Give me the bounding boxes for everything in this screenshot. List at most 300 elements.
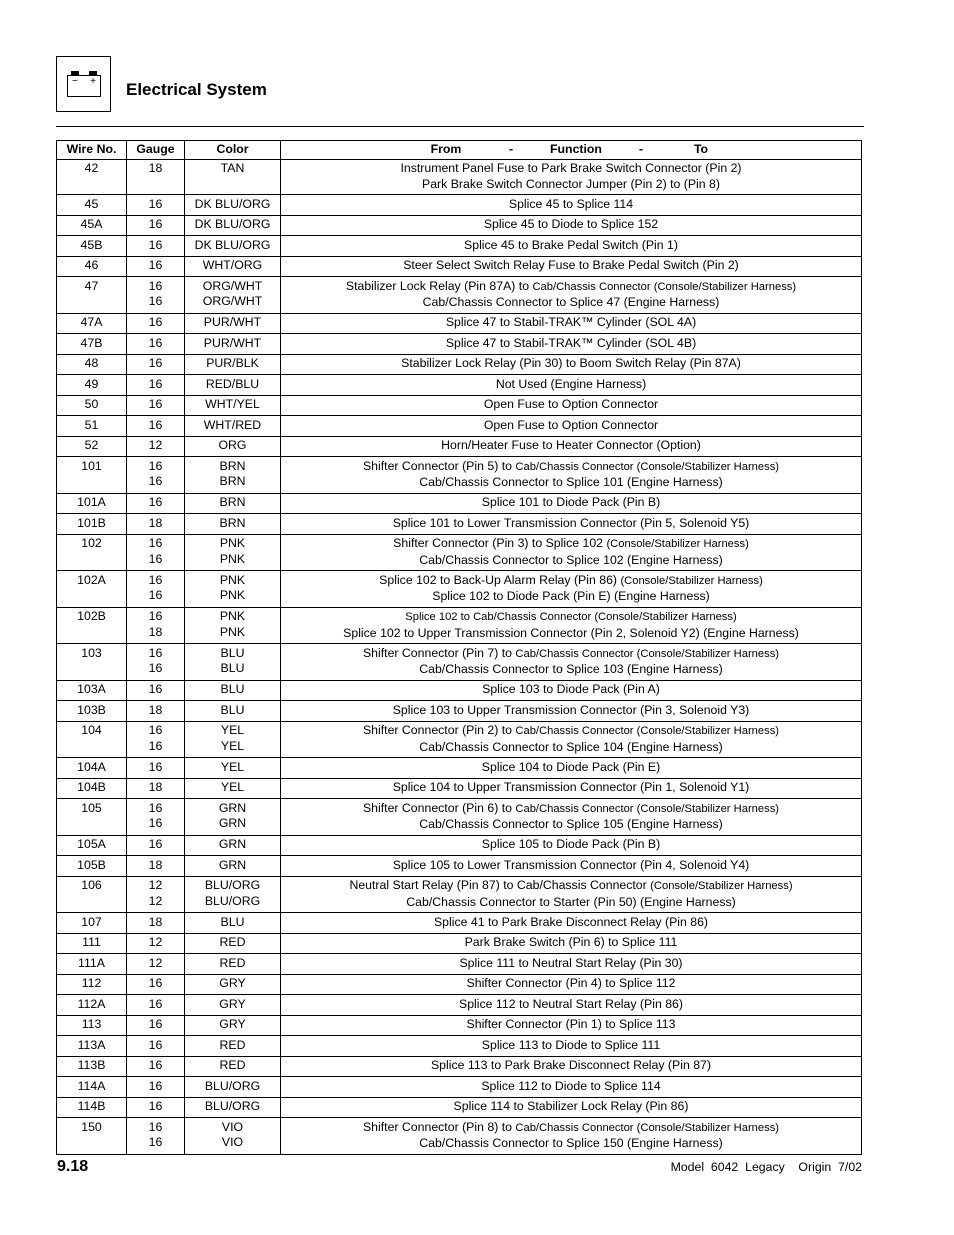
function-text: Cab/Chassis Connector to Starter (Pin 50) (Engine Harness) [406, 894, 736, 909]
cell-function [281, 1077, 862, 1098]
cell-color [185, 534, 281, 571]
gauge-value: 16 [148, 551, 163, 566]
gauge-value: 16 [148, 682, 163, 696]
color-value: BLU [220, 661, 245, 675]
cell-gauge [127, 933, 185, 954]
color-value: VIO [221, 1119, 244, 1134]
cell-color [185, 195, 281, 216]
table-row [57, 1056, 862, 1077]
gauge-value: 12 [148, 878, 163, 892]
table-row [57, 701, 862, 722]
cell-function [281, 1118, 862, 1155]
wire-number: 113A [77, 1037, 106, 1052]
function-text: Open Fuse to Option Connector [483, 397, 659, 411]
header-from: From [430, 142, 462, 156]
function-text: Cab/Chassis Connector to Splice 102 (Engine Harness) [419, 552, 723, 567]
wire-number: 112 [81, 976, 102, 990]
cell-gauge [127, 514, 185, 535]
function-text: Splice 45 to Splice 114 [508, 196, 634, 211]
table-row [57, 835, 862, 856]
cell-gauge [127, 416, 185, 437]
gauge-value: 16 [148, 996, 163, 1011]
gauge-value: 16 [148, 397, 163, 411]
function-text: Shifter Connector (Pin 2) to [362, 723, 516, 737]
cell-gauge [127, 778, 185, 799]
cell-function [281, 436, 862, 457]
color-value: BRN [219, 458, 246, 473]
cell-wire-no [57, 571, 127, 608]
cell-function [281, 416, 862, 437]
cell-wire-no [57, 457, 127, 494]
cell-wire-no [57, 493, 127, 514]
gauge-value: 16 [148, 1017, 163, 1031]
table-row [57, 856, 862, 877]
function-text: Cab/Chassis Connector to Splice 104 (Engine Harness) [419, 739, 723, 754]
wire-number: 105A [77, 837, 106, 851]
color-value: GRY [219, 1017, 246, 1031]
cell-function [281, 313, 862, 334]
wire-number: 111 [82, 935, 101, 949]
cell-color [185, 1015, 281, 1036]
wire-number: 48 [84, 356, 99, 370]
table-row [57, 1015, 862, 1036]
cell-wire-no [57, 159, 127, 195]
cell-wire-no [57, 313, 127, 334]
cell-function [281, 395, 862, 416]
cell-function [281, 277, 862, 314]
function-text: Splice 47 to Stabil-TRAK™ Cylinder (SOL 4B) [445, 335, 697, 350]
function-line [284, 703, 858, 719]
table-row [57, 607, 862, 644]
function-line [284, 459, 858, 476]
gauge-value: 16 [148, 661, 163, 675]
cell-gauge [127, 644, 185, 681]
function-text: Park Brake Switch Connector Jumper (Pin 2) to (Pin 8) [422, 176, 720, 191]
table-row [57, 514, 862, 535]
cell-wire-no [57, 1036, 127, 1057]
color-value: PNK [219, 551, 246, 566]
color-value: GRY [219, 996, 246, 1011]
function-line [284, 997, 858, 1013]
gauge-value: 12 [148, 935, 163, 949]
function-line [284, 397, 858, 413]
cell-gauge [127, 534, 185, 571]
cell-color [185, 856, 281, 877]
color-value: PUR/WHT [203, 335, 262, 350]
function-line [284, 295, 858, 311]
function-line [284, 536, 858, 553]
function-text: Shifter Connector (Pin 6) to [362, 800, 516, 815]
cell-gauge [127, 758, 185, 779]
gauge-value: 16 [148, 495, 163, 509]
cell-gauge [127, 375, 185, 396]
section-title: Electrical System [126, 80, 267, 99]
cell-gauge [127, 701, 185, 722]
function-text-small: Cab/Chassis Connector (Console/Stabilizer Harness) [515, 725, 780, 737]
cell-color [185, 1077, 281, 1098]
wire-number: 107 [81, 914, 102, 929]
color-value: DK BLU/ORG [194, 217, 271, 231]
wire-number: 101A [77, 495, 106, 509]
cell-wire-no [57, 701, 127, 722]
table-row [57, 799, 862, 836]
gauge-value: 16 [148, 1078, 163, 1093]
function-text-small: Cab/Chassis Connector (Console/Stabilizer Harness) [515, 647, 780, 660]
wire-number: 45A [80, 217, 103, 231]
cell-gauge [127, 913, 185, 934]
cell-gauge [127, 215, 185, 236]
function-text-small: Cab/Chassis Connector (Console/Stabilizer Harness) [515, 460, 780, 473]
table-row [57, 334, 862, 355]
function-line [284, 553, 858, 569]
cell-function [281, 680, 862, 701]
cell-color [185, 644, 281, 681]
color-value: RED [219, 955, 246, 970]
color-value: TAN [220, 161, 245, 175]
cell-wire-no [57, 835, 127, 856]
function-text-small: (Console/Stabilizer Harness) [606, 538, 749, 550]
function-line [284, 279, 858, 296]
header-function: Function [550, 142, 602, 156]
cell-wire-no [57, 534, 127, 571]
cell-color [185, 1056, 281, 1077]
cell-gauge [127, 571, 185, 608]
table-row [57, 256, 862, 277]
function-text: Cab/Chassis Connector to Splice 105 (Engine Harness) [419, 817, 723, 831]
col-header-wire-no: Wire No. [57, 141, 127, 160]
cell-wire-no [57, 375, 127, 396]
cell-gauge [127, 159, 185, 195]
cell-gauge [127, 277, 185, 314]
table-row [57, 995, 862, 1016]
cell-color [185, 416, 281, 437]
cell-gauge [127, 1077, 185, 1098]
wire-table-body [57, 159, 862, 1154]
color-value: PUR/BLK [206, 356, 259, 370]
cell-function [281, 778, 862, 799]
cell-gauge [127, 493, 185, 514]
wire-number: 102 [81, 536, 102, 550]
col-header-from-function-to [281, 141, 862, 160]
table-row [57, 954, 862, 975]
function-line [284, 238, 858, 254]
wire-number: 42 [84, 161, 99, 175]
cell-color [185, 514, 281, 535]
gauge-value: 16 [148, 258, 163, 272]
cell-function [281, 457, 862, 494]
function-line [284, 817, 858, 833]
color-value: BRN [219, 515, 246, 530]
gauge-value: 16 [148, 474, 163, 488]
color-value: BLU/ORG [204, 878, 261, 892]
function-text-small: Cab/Chassis Connector (Console/Stabilizer Harness) [532, 280, 797, 293]
cell-function [281, 334, 862, 355]
cell-wire-no [57, 436, 127, 457]
cell-color [185, 1118, 281, 1155]
cell-function [281, 856, 862, 877]
cell-wire-no [57, 856, 127, 877]
color-value: WHT/YEL [205, 397, 260, 411]
function-line [284, 418, 858, 434]
color-value: RED/BLU [205, 376, 260, 391]
table-row [57, 974, 862, 995]
function-line [284, 609, 858, 626]
function-line [284, 895, 858, 911]
function-line [284, 760, 858, 776]
cell-function [281, 933, 862, 954]
color-value: GRN [218, 800, 247, 815]
wire-number: 103A [77, 682, 106, 696]
page-number: 9.18 [57, 1158, 89, 1175]
function-text: Splice 45 to Brake Pedal Switch (Pin 1) [464, 237, 678, 252]
function-text: Splice 114 to Stabilizer Lock Relay (Pin 86) [453, 1099, 689, 1113]
wire-number: 102A [77, 572, 106, 587]
color-value: BLU [220, 702, 245, 717]
cell-gauge [127, 236, 185, 257]
table-row [57, 313, 862, 334]
cell-color [185, 701, 281, 722]
function-text: Stabilizer Lock Relay (Pin 87A) to [345, 278, 533, 293]
table-row [57, 644, 862, 681]
gauge-value: 16 [148, 294, 163, 308]
color-value: RED [219, 1058, 246, 1072]
gauge-value: 16 [148, 315, 163, 329]
function-text: Splice 112 to Neutral Start Relay (Pin 86) [459, 996, 683, 1011]
gauge-value: 16 [148, 588, 163, 602]
function-text-small: (Console/Stabilizer Harness) [620, 574, 763, 587]
color-value: VIO [221, 1135, 244, 1149]
wire-number: 105B [77, 857, 106, 872]
header-to: To [693, 142, 709, 156]
cell-color [185, 933, 281, 954]
gauge-value: 18 [148, 780, 163, 794]
cell-color [185, 215, 281, 236]
function-text: Splice 102 to Upper Transmission Connector (Pin 2, Solenoid Y2) (Engine Harness) [343, 625, 799, 640]
cell-gauge [127, 334, 185, 355]
cell-gauge [127, 876, 185, 913]
cell-function [281, 1015, 862, 1036]
gauge-value: 12 [148, 893, 163, 908]
function-text: Splice 103 to Diode Pack (Pin A) [482, 682, 660, 696]
cell-wire-no [57, 1015, 127, 1036]
cell-gauge [127, 354, 185, 375]
color-value: GRY [219, 976, 246, 990]
wire-number: 101B [77, 515, 106, 530]
cell-color [185, 954, 281, 975]
color-value: YEL [220, 723, 245, 737]
color-value: BRN [219, 474, 246, 488]
function-line [284, 197, 858, 213]
cell-wire-no [57, 876, 127, 913]
function-line [284, 780, 858, 796]
cell-wire-no [57, 933, 127, 954]
table-row [57, 395, 862, 416]
cell-gauge [127, 1056, 185, 1077]
wire-number: 106 [81, 878, 102, 892]
function-line [284, 475, 858, 491]
cell-wire-no [57, 954, 127, 975]
color-value: PNK [219, 588, 246, 602]
function-text: Splice 113 to Diode to Splice 111 [481, 1037, 661, 1052]
gauge-value: 18 [148, 515, 163, 530]
function-line [284, 336, 858, 352]
function-line [284, 1120, 858, 1137]
function-text: Splice 105 to Diode Pack (Pin B) [481, 837, 661, 851]
function-line [284, 377, 858, 393]
table-row [57, 493, 862, 514]
function-line [284, 1038, 858, 1054]
function-text: Splice 102 to Back-Up Alarm Relay (Pin 86) [379, 572, 621, 587]
gauge-value: 16 [148, 196, 163, 211]
color-value: DK BLU/ORG [194, 196, 271, 211]
function-text: Cab/Chassis Connector to Splice 103 (Engine Harness) [419, 662, 723, 676]
table-row [57, 416, 862, 437]
cell-function [281, 1036, 862, 1057]
color-value: WHT/RED [203, 417, 262, 432]
cell-wire-no [57, 416, 127, 437]
color-value: GRN [218, 837, 247, 851]
cell-gauge [127, 995, 185, 1016]
color-value: ORG/WHT [202, 278, 263, 293]
function-text: Not Used (Engine Harness) [495, 376, 647, 391]
cell-function [281, 1056, 862, 1077]
color-value: RED [219, 1037, 246, 1052]
function-line [284, 1017, 858, 1033]
gauge-value: 16 [148, 217, 163, 231]
table-row [57, 913, 862, 934]
cell-wire-no [57, 1118, 127, 1155]
battery-minus-sign: − [72, 76, 78, 87]
function-text: Horn/Heater Fuse to Heater Connector (Option) [441, 438, 701, 452]
function-text: Shifter Connector (Pin 7) to [362, 645, 516, 660]
cell-function [281, 195, 862, 216]
wire-number: 104A [77, 759, 106, 774]
col-header-gauge: Gauge [127, 141, 185, 160]
battery-icon-box [56, 56, 111, 112]
cell-wire-no [57, 395, 127, 416]
wire-number: 101 [81, 458, 102, 473]
cell-wire-no [57, 778, 127, 799]
function-text-small: Cab/Chassis Connector (Console/Stabilizer Harness) [515, 802, 780, 815]
function-text: Open Fuse to Option Connector [483, 417, 659, 432]
cell-wire-no [57, 514, 127, 535]
function-line [284, 258, 858, 274]
function-line [284, 626, 858, 642]
cell-function [281, 236, 862, 257]
cell-function [281, 758, 862, 779]
function-line [284, 161, 858, 177]
cell-color [185, 758, 281, 779]
color-value: WHT/ORG [202, 258, 263, 272]
cell-function [281, 876, 862, 913]
table-row [57, 436, 862, 457]
col-header-color: Color [185, 141, 281, 160]
table-row [57, 1118, 862, 1155]
color-value: BLU [220, 914, 245, 929]
function-line [284, 1099, 858, 1115]
function-line [284, 217, 858, 233]
table-row [57, 876, 862, 913]
cell-function [281, 644, 862, 681]
table-row [57, 758, 862, 779]
color-value: RED [219, 935, 246, 949]
color-value: YEL [220, 759, 245, 774]
cell-gauge [127, 1118, 185, 1155]
wire-number: 47B [80, 335, 103, 350]
cell-wire-no [57, 195, 127, 216]
cell-color [185, 995, 281, 1016]
cell-color [185, 256, 281, 277]
cell-color [185, 354, 281, 375]
cell-gauge [127, 313, 185, 334]
function-line [284, 858, 858, 874]
wire-number: 45 [84, 196, 99, 211]
gauge-value: 16 [148, 417, 163, 432]
table-row [57, 721, 862, 758]
gauge-value: 16 [148, 1135, 163, 1149]
gauge-value: 12 [148, 955, 163, 970]
color-value: BRN [219, 495, 246, 509]
wire-number: 102B [77, 609, 106, 623]
cell-gauge [127, 954, 185, 975]
function-line [284, 1079, 858, 1095]
wire-number: 105 [81, 800, 102, 815]
cell-function [281, 159, 862, 195]
function-line [284, 723, 858, 740]
cell-function [281, 215, 862, 236]
cell-wire-no [57, 758, 127, 779]
color-value: ORG/WHT [202, 294, 263, 308]
wire-number: 47A [80, 315, 103, 329]
wire-table [56, 140, 862, 1155]
gauge-value: 16 [148, 536, 163, 550]
wire-number: 114B [77, 1099, 106, 1113]
function-line [284, 516, 858, 532]
cell-function [281, 799, 862, 836]
function-text: Splice 102 to Diode Pack (Pin E) (Engine Harness) [432, 589, 710, 603]
wire-number: 50 [84, 397, 99, 411]
function-text: Splice 104 to Diode Pack (Pin E) [481, 759, 661, 774]
cell-gauge [127, 856, 185, 877]
function-line [284, 682, 858, 698]
function-text-small: Cab/Chassis Connector (Console/Stabilizer Harness) [515, 1121, 780, 1134]
color-value: DK BLU/ORG [194, 237, 271, 252]
cell-wire-no [57, 334, 127, 355]
cell-wire-no [57, 974, 127, 995]
cell-gauge [127, 974, 185, 995]
function-line [284, 495, 858, 511]
cell-function [281, 607, 862, 644]
function-text: Cab/Chassis Connector to Splice 47 (Engine Harness) [422, 295, 720, 309]
function-line [284, 935, 858, 951]
wire-number: 47 [84, 278, 99, 293]
battery-terminal-negative [71, 71, 79, 75]
cell-gauge [127, 1097, 185, 1118]
cell-function [281, 974, 862, 995]
function-text-small: (Console/Stabilizer Harness) [650, 880, 793, 892]
cell-gauge [127, 457, 185, 494]
function-text: Shifter Connector (Pin 3) to Splice 102 [393, 536, 607, 550]
function-line [284, 177, 858, 193]
table-row [57, 778, 862, 799]
cell-color [185, 313, 281, 334]
cell-color [185, 159, 281, 195]
gauge-value: 16 [148, 356, 163, 370]
cell-function [281, 954, 862, 975]
function-text: Instrument Panel Fuse to Park Brake Switch Connector (Pin 2) [400, 161, 742, 175]
function-text: Stabilizer Lock Relay (Pin 30) to Boom Switch Relay (Pin 87A) [401, 356, 741, 370]
function-text: Shifter Connector (Pin 4) to Splice 112 [466, 976, 676, 990]
